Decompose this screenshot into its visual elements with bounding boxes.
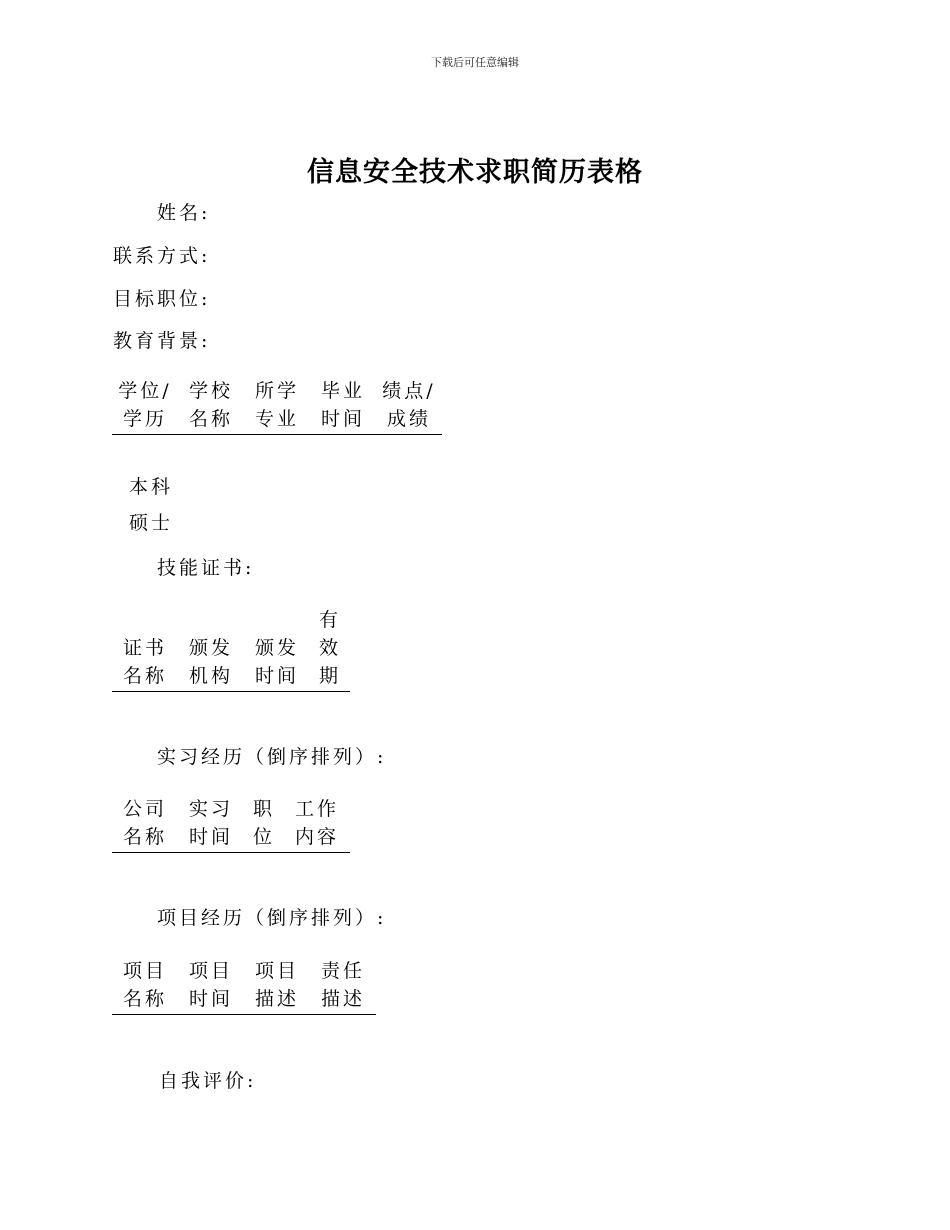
skills-header-issuer: 颁发机构: [178, 606, 244, 692]
education-header-school: 学校名称: [178, 377, 244, 435]
skills-table: [112, 606, 350, 692]
internship-table: [112, 795, 350, 853]
internship-table-header-row: [112, 795, 350, 853]
self-evaluation-label: 自我评价:: [159, 1070, 257, 1092]
internship-header-duties: 工作内容: [284, 795, 350, 853]
skills-label: 技能证书:: [157, 557, 255, 579]
projects-header-description: 项目描述: [244, 957, 310, 1015]
projects-header-name: 项目名称: [112, 957, 178, 1015]
internship-header-period: 实习时间: [178, 795, 244, 853]
education-header-major: 所学专业: [244, 377, 310, 435]
education-table: [112, 377, 442, 435]
projects-table-header-row: [112, 957, 376, 1015]
field-target-label: 目标职位:: [113, 288, 211, 310]
projects-label: 项目经历（倒序排列）:: [157, 907, 387, 929]
field-contact-label: 联系方式:: [113, 245, 211, 267]
internship-header-company: 公司名称: [112, 795, 178, 853]
education-header-degree: 学位/学历: [112, 377, 178, 435]
projects-header-responsibility: 责任描述: [310, 957, 376, 1015]
internship-label: 实习经历（倒序排列）:: [157, 746, 387, 768]
field-name-label: 姓名:: [157, 202, 211, 224]
skills-header-issue-date: 颁发时间: [244, 606, 310, 692]
education-row-master: 硕士: [129, 512, 174, 534]
skills-header-cert-name: 证书名称: [112, 606, 178, 692]
education-header-gpa: 绩点/成绩: [376, 377, 442, 435]
header-note: 下载后可任意编辑: [431, 56, 519, 69]
skills-header-validity: 有效期: [310, 606, 350, 692]
projects-header-period: 项目时间: [178, 957, 244, 1015]
document-title: 信息安全技术求职简历表格: [307, 157, 643, 188]
field-education-label: 教育背景:: [113, 330, 211, 352]
projects-table: [112, 957, 376, 1015]
skills-table-header-row: [112, 606, 350, 692]
education-row-bachelor: 本科: [129, 476, 174, 498]
internship-header-position: 职位: [244, 795, 284, 853]
education-header-graduation: 毕业时间: [310, 377, 376, 435]
education-table-header-row: [112, 377, 442, 435]
